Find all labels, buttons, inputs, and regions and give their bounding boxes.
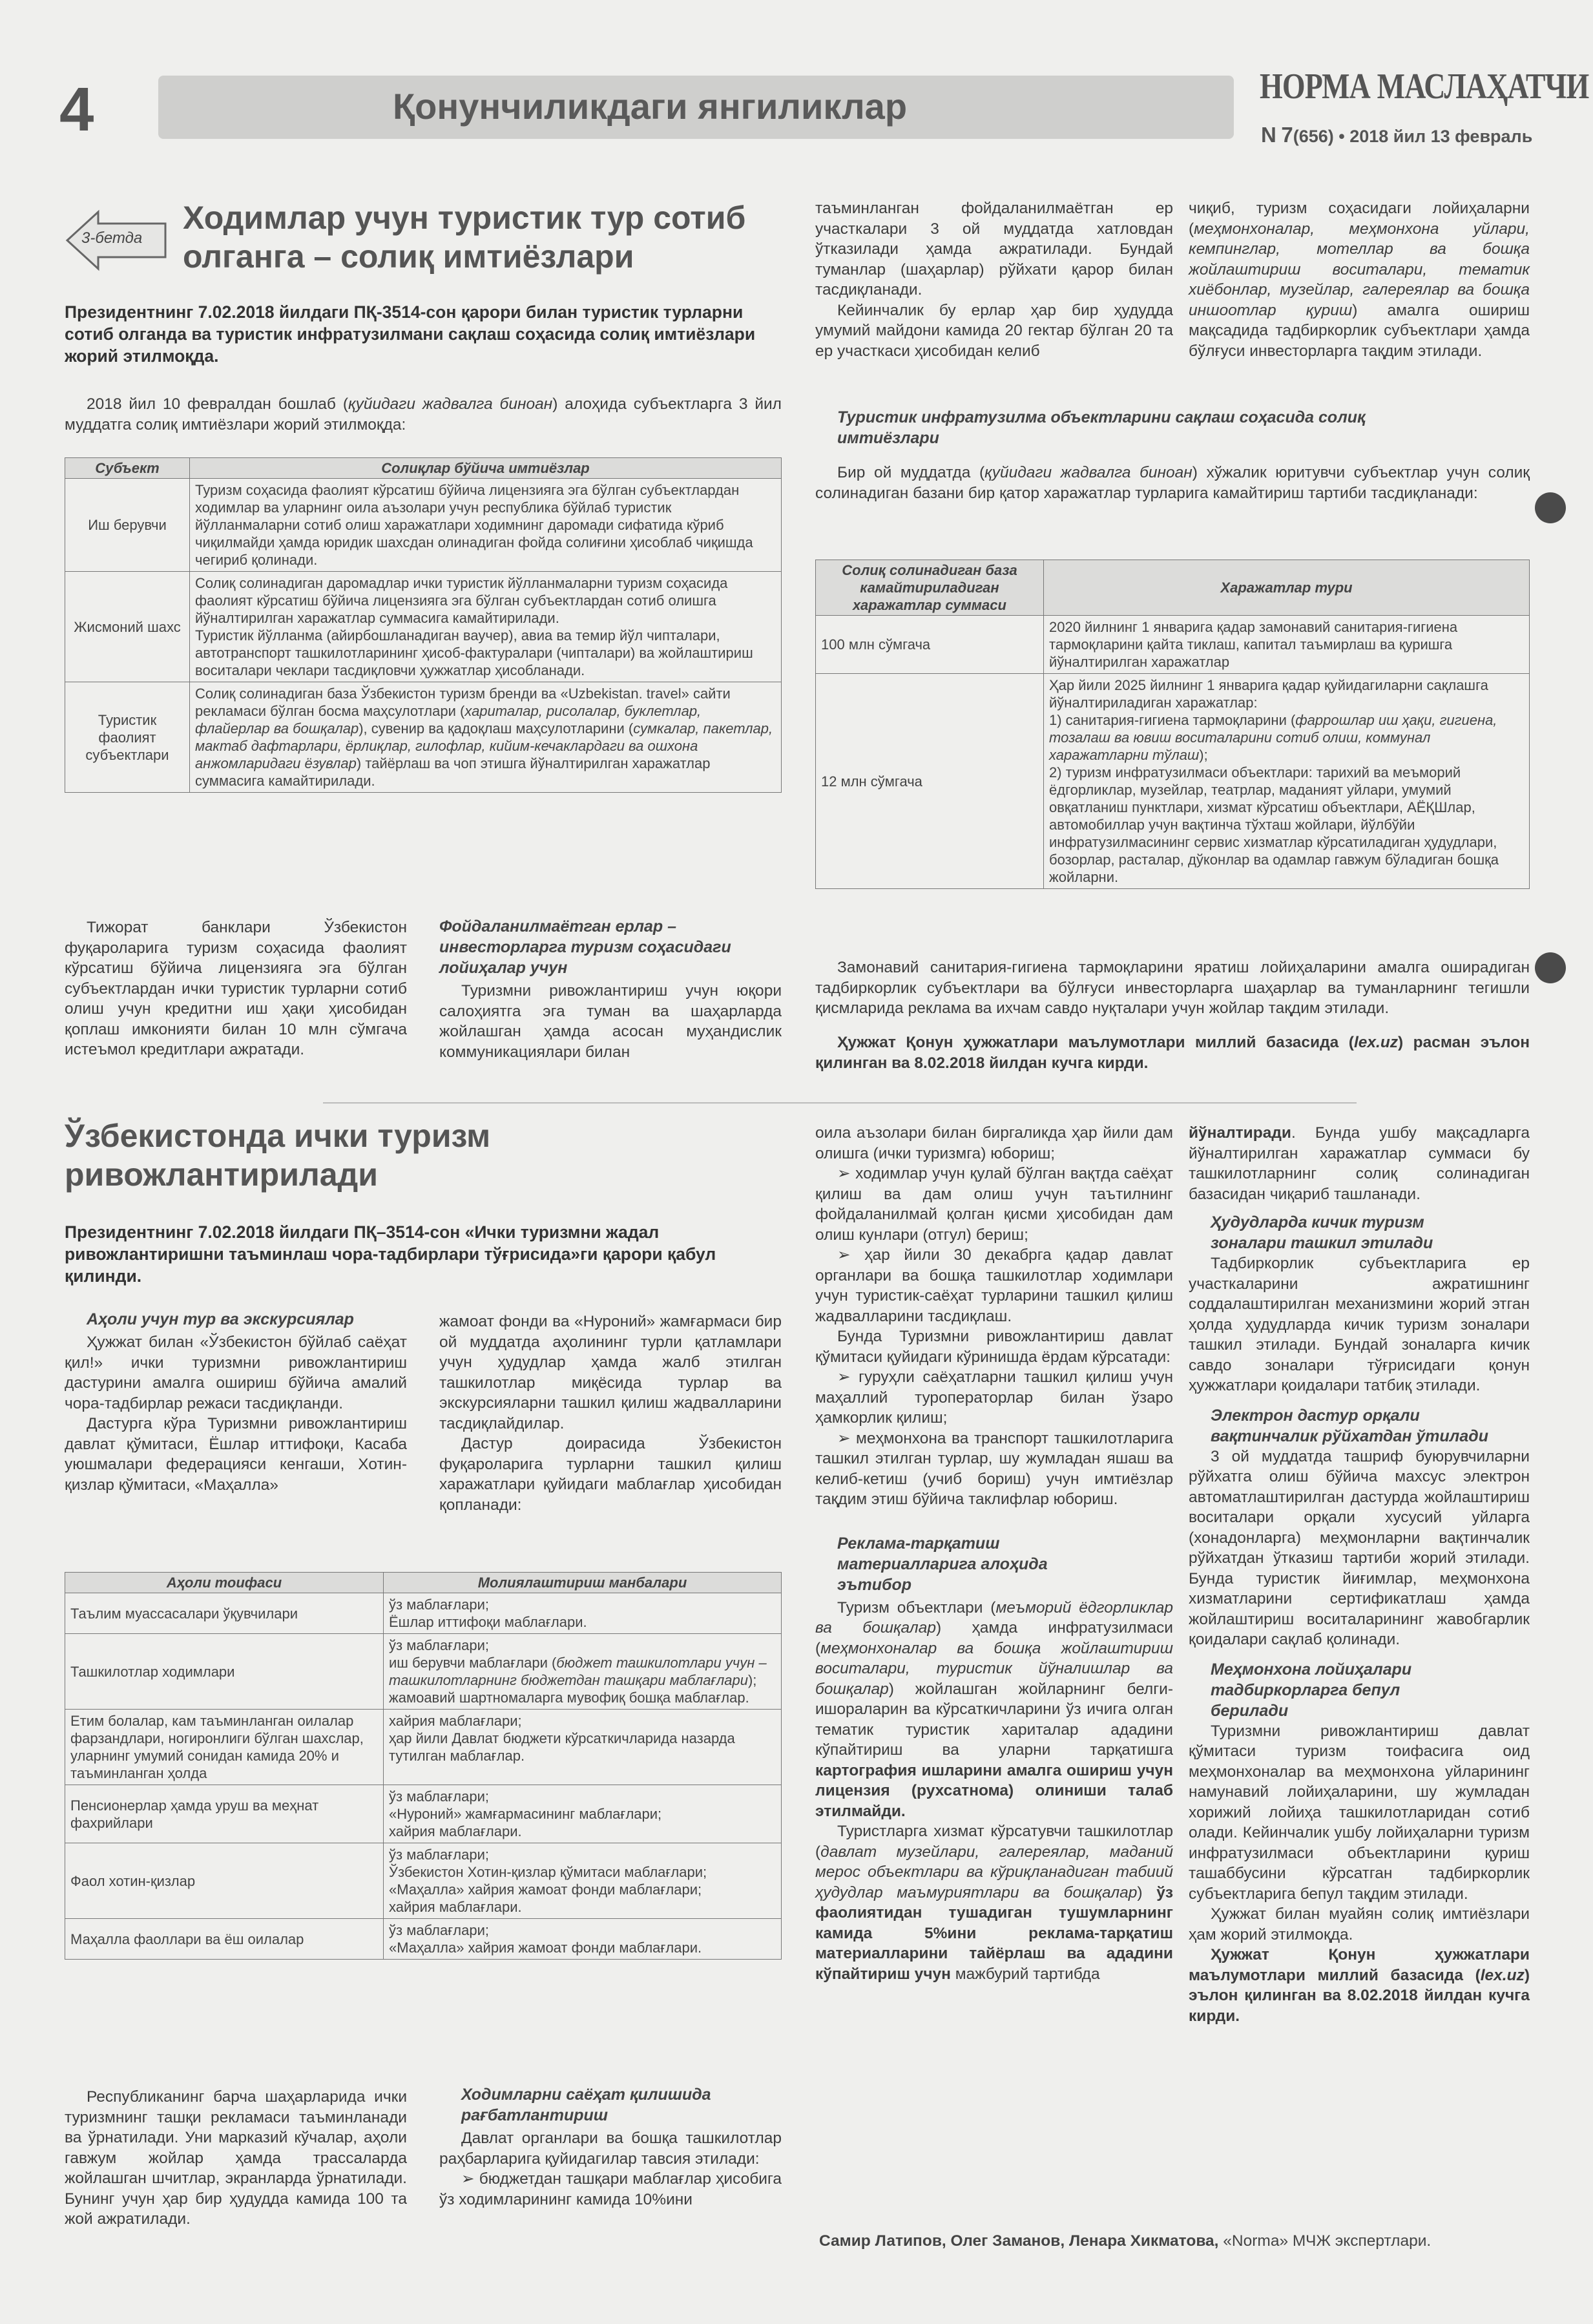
- infra-section: [815, 401, 1530, 503]
- para-edoc: 3 ой муддатда ташриф буюрувчиларни рўйхатга олиш бўйича махсус электрон автоматлаштирилган дастурда жойлаштириш воситалари орқали хусусий уйларга (хонадонларга) меҳмонларни вақтинчалик рўйхатдан ўтказиш тартиби жорий этилади. Бунда туристик йиғимлар, меҳмонхона хизматларини сертификатлаш ҳамда жойлаштириш воситаларининг жавобгарлик қоидалари сақлаб қолинади.: [1189, 1447, 1530, 1648]
- para-tour2: Дастурга кўра Туризмни ривожлантириш давлат қўмитаси, Ёшлар иттифоқи, Касаба уюшмалари федерацияси кенгаши, Хотин-қизлар қўмитаси, «Маҳалла»: [65, 1415, 407, 1494]
- bullet-4: ➢ гуруҳли саёҳатларни ташкил қилиш учун маҳаллий туроператорлар билан ўзаро ҳамкорлик қилиш;: [815, 1368, 1173, 1427]
- article-divider: [323, 1102, 1357, 1104]
- bullet-1: ➢ бюджетдан ташқари маблағлар ҳисобига ўз ходимларининг камида 10%ини: [439, 2170, 782, 2208]
- para-ad: Туризм объектлари (меъморий ёдгорликлар ва бошқалар) ҳамда инфратузилмаси (меҳмонхоналар ва бошқа жойлаштириш воситалари, туристик йўналишлар ва бошқалар) жойлашган жойларнинг белги-ишораларин ва кўрсаткичларини ўз ичига олган тематик туристик хариталар ададини кўпайтириш ва уларни тарқатишга картография ишларини амалга ошириш учун лицензия (рухсатнома) олиниши талаб этилмайди.: [815, 1598, 1174, 1820]
- page-number: 4: [59, 75, 94, 144]
- subject-tourism: Туристик фаолият субъектлари: [65, 682, 190, 793]
- funding-table: Аҳоли тоифаси Молиялаштириш манбалари Таълим муассасалари ўқувчилари ўз маблағлари; Ёшлар иттифоқи маблағлари. Ташкилотлар ходимлари ўз маблағлари; иш берувчи маблағлари (бюджет ташкилотлари учун – ташкилотларнинг бюджетдан ташқари маблағлари); жамоавий шартномаларга мувофиқ бошқа маблағлар. Етим болалар, кам таъминланган оилалар фарзандлари, ногиронлиги бўлган шахслар, уларнинг умумий сонидан камида 20% и таъминланган ҳолда хайрия маблағлари; ҳар йили Давлат бюджети кўрсаткичларида назарда тутилган маблағлар. Пенсионерлар ҳамда уруш ва меҳнат фахрийлари ўз маблағлари; «Нуроний» жамғармасининг маблағлари; хайрия маблағлари. Фаол хотин-қизлар ўз маблағлари; Ўзбекистон Хотин-қизлар қўмитаси маблағлари; «Маҳалла» хайрия жамоат фонди маблағлари; хайрия маблағлари. Маҳалла фаоллари ва ёш оилалар ўз маблағлари; «Маҳалла» хайрия жамоат фонди маблағлари.: [65, 1572, 782, 1960]
- bullet-2: ➢ ходимлар учун қулай бўлган вақтда саёҳат қилиш ва дам олиш учун таътилнинг фойдаланилмай қолган қисми ҳисобидан дам олиш кунлари (отгул) бериш;: [815, 1165, 1173, 1244]
- article1-col3: [815, 198, 1173, 361]
- para-hotel2: Ҳужжат билан муайян солиқ имтиёзлари ҳам жорий этилмоқда.: [1189, 1905, 1530, 1943]
- article1-intro: 2018 йил 10 февралдан бошлаб (қуйидаги жадвалга биноан) алоҳида субъектларга 3 йил муддатга солиқ имтиёзлари жорий этилмоқда:: [65, 395, 782, 434]
- section-title: Қонунчиликдаги янгиликлар: [393, 86, 908, 127]
- article1-title: Ходимлар учун туристик тур сотиб олганга – солиқ имтиёзлари: [183, 200, 746, 275]
- subject-employer: Иш берувчи: [65, 479, 190, 572]
- punch-hole-bottom: [1535, 952, 1566, 983]
- para-ad3: йўналтиради. Бунда ушбу мақсадларга йўналтирилган харажатлар суммаси бу ташкилотларнинг солиқ солинадиган базасидан чиқариб ташланади.: [1189, 1124, 1530, 1203]
- benefits-table: Субъект Солиқлар бўйича имтиёзлар Иш берувчи Туризм соҳасида фаолият кўрсатиш бўйича лицензияга эга бўлган субъектлардан ходимлар ва уларнинг оила аъзолари учун республика бўйлаб туристик йўлланмаларни сотиб олиш харажатлари ходимнинг даромади сифатида кўриб чиқилмайди ҳамда юридик шахсдан олинадиган фойда солиғини ҳисоблаб чиқишда чегириб қолинади. Жисмоний шахс Солиқ солинадиган даромадлар ички туристик йўлланмаларни туризм соҳасида фаолият кўрсатиш бўйича лицензияга эга бўлган субъектлардан сотиб олишга йўналтирилган харажатлар суммасига камайтирилади. Туристик йўлланма (айирбошланадиган ваучер), авиа ва темир йўл чипталари, автотранспорт ташкилотларининг ҳисоб-фактуралари (чипталари) ва жойлаштириш воситалари чеклари тасдиқловчи ҳужжатлар ҳисобланади. Туристик фаолият субъектлари Солиқ солинадиган база Ўзбекистон туризм бренди ва «Uzbekistan. travel» сайти рекламаси бўлган босма маҳсулотлари (хариталар, рисолалар, буклетлар, флайерлар ва бошқалар), сувенир ва қадоқлаш маҳсулотларини (сумкалар, пакетлар, мактаб дафтарлари, ёрлиқлар, гилофлар, кийим-кечаклардаги ва ошхона анжомларидаги ёзувлар) тайёрлаш ва чоп этишга йўналтирилган харажатлар суммасига камайтирилади.: [65, 457, 782, 793]
- authors: Самир Латипов, Олег Заманов, Ленара Хикматова, «Norma» МЧЖ экспертлари.: [819, 2232, 1432, 2250]
- arrow-reference: [65, 208, 168, 273]
- para-ad2: Туристларга хизмат кўрсатувчи ташкилотлар (давлат музейлари, галереялар, маданий мерос объектлари ва кўриқланадиган табиий ҳудудлар маъмуриятлари ва бошқалар) ўз фаолиятидан тушадиган тушумларнинг камида 5%ини реклама-тарқатиш материалларини тайёрлаш ва ададини кўпайтириш учун мажбурий тартибда: [815, 1823, 1173, 1983]
- article2-final: Ҳужжат Қонун ҳужжатлари маълумотлари миллий базасида (lex.uz) эълон қилинган ва 8.02.2018 йилдан кучга кирди.: [1189, 1946, 1530, 2025]
- benefit-tourism: Солиқ солинадиган база Ўзбекистон туризм бренди ва «Uzbekistan. travel» сайти рекламаси бўлган босма маҳсулотлари (хариталар, рисолалар, буклетлар, флайерлар ва бошқалар), сувенир ва қадоқлаш маҳсулотларини (сумкалар, пакетлар, мактаб дафтарлари, ёрлиқлар, гилофлар, кийим-кечаклардаги ва ошхона анжомларидаги ёзувлар) тайёрлаш ва чоп этишга йўналтирилган харажатлар суммасига камайтирилади.: [190, 682, 782, 793]
- para-infra: Бир ой муддатда (қуйидаги жадвалга биноан) хўжалик юритувчи субъектлар учун солиқ солинадиган базани бир қатор харажатлар турларига камайтириш тартиби тасдиқланади:: [815, 464, 1530, 502]
- para-tour3: жамоат фонди ва «Нуроний» жамғармаси бир ой муддатда аҳолининг турли қатламлари учун ҳудудлар ҳамда жалб этилган ташкилотлар миқёсида турлар ва экскурсияларни ташкил қилиш жадвалларини тасдиқлайдилар.: [439, 1313, 782, 1432]
- benefit-individual: Солиқ солинадиган даромадлар ички туристик йўлланмаларни туризм соҳасида фаолият кўрсатиш бўйича лицензияга эга бўлган субъектлардан сотиб олишга йўналтирилган харажатлар суммасига камайтирилади. Туристик йўлланма (айирбошланадиган ваучер), авиа ва темир йўл чипталари, автотранспорт ташкилотларининг ҳисоб-фактуралари (чипталари) ва жойлаштириш воситалари чеклари тасдиқловчи ҳужжатлар ҳисобланади.: [190, 572, 782, 682]
- issue-date: (656) • 2018 йил 13 февраль: [1293, 127, 1533, 146]
- para-staff2: оила аъзолари билан биргаликда ҳар йили дам олишга (ички туризмга) юбориш;: [815, 1124, 1173, 1162]
- article1-lead: Президентнинг 7.02.2018 йилдаги ПҚ-3514-сон қарори билан туристик турларни сотиб олганда ва туристик инфратузилмани сақлаш соҳасида солиқ имтиёзлари жорий этилмоқда.: [65, 302, 756, 366]
- subject-individual: Жисмоний шахс: [65, 572, 190, 682]
- article1-col4: [1189, 198, 1530, 361]
- article2-col1: [65, 1309, 407, 1495]
- arrow-label: 3-бетда: [81, 229, 143, 247]
- article2-lead: Президентнинг 7.02.2018 йилдаги ПҚ–3514-сон «Ички туризмни жадал ривожлантиришни таъминлаш чора-тадбирлари тўғрисида»ги қарори қабул қилинди.: [65, 1222, 716, 1286]
- bullet-5: ➢ меҳмонхона ва транспорт ташкилотларига ташкил этилган турлар, шу жумладан яшаш ва келиб-кетиш (учиб бориш) учун имтиёзлар тақдим этиш бўйича таклифлар юбориш.: [815, 1429, 1173, 1508]
- sub-tour: Аҳоли учун тур ва экскурсиялар: [87, 1310, 354, 1328]
- article1-final: Ҳужжат Қонун ҳужжатлари маълумотлари миллий базасида (lex.uz) расман эълон қилинган ва 8.02.2018 йилдан кучга кирди.: [815, 1034, 1530, 1072]
- para-land2: таъминланган фойдаланилмаётган ер участкалари 3 ой муддатда хатловдан ўтказилади ҳамда ажратилади. Бундай туманлар (шаҳарлар) рўйхати қарор билан тасдиқланади.: [815, 200, 1173, 298]
- bullet-3: ➢ ҳар йили 30 декабрга қадар давлат органлари ва бошқа ташкилотлар ходимлари учун туристик-саёҳат турларини ташкил қилиш жадвалларини тасдиқлаш.: [815, 1246, 1173, 1325]
- amount-12: 12 млн сўмгача: [816, 674, 1044, 889]
- article2-col2: [439, 1312, 782, 1515]
- issue-n: N: [1261, 123, 1276, 147]
- para-staff3: Бунда Туризмни ривожлантириш давлат қўмитаси қуйидаги кўринишда ёрдам кўрсатади:: [815, 1328, 1173, 1366]
- para-sanitary: Замонавий санитария-гигиена тармоқларини яратиш лойиҳаларини амалга оширадиган тадбиркорлик субъектлари ва бўлғуси инвесторларга шаҳарлар ва туманларнинг тегишли қисмларида реклама ва ихчам савдо нуқталари учун жойлар тақдим этилади.: [815, 959, 1530, 1017]
- para-tour1: Ҳужжат билан «Ўзбекистон бўйлаб саёҳат қил!» ички туризмни ривожлантириш дастурини амалга ошириш бўйича амалий чора-тадбирлар режаси тасдиқланди.: [65, 1334, 407, 1412]
- para-promo: Республиканинг барча шаҳарларида ички туризмнинг ташқи рекламаси таъминланади ва ўрнатилади. Уни марказий кўчалар, аҳоли гавжум жойлар ҳамда трассаларда жойлашган шчитлар, экранларда ўрнатилади. Бунинг учун ҳар бир ҳудудда камида 100 та жой ажратилади.: [65, 2088, 407, 2228]
- sub-infra: Туристик инфратузилма объектларини сақлаш соҳасида солиқ имтиёзлари: [837, 408, 1366, 447]
- issue-info: [1261, 123, 1532, 147]
- sub-hotel: Меҳмонхона лойиҳалари тадбиркорларга бепул берилади: [1211, 1660, 1412, 1720]
- para-banks: Тижорат банклари Ўзбекистон фуқароларига туризм соҳасида фаолият кўрсатиш бўйича лицензияга эга бўлган субъектлардан ички туристик турларни сотиб олиш учун кредитни иш ҳақи ҳисобидан қоплаш имконияти билан 10 млн сўмгача истеъмол кредитлари ажратади.: [65, 919, 407, 1058]
- article2-col3: [815, 1123, 1173, 1984]
- staff-section: [439, 2084, 782, 2210]
- issue-number: 7: [1281, 123, 1293, 147]
- amount-100: 100 млн сўмгача: [816, 616, 1044, 674]
- sub-edoc: Электрон дастур орқали вақтинчалик рўйхатдан ўтилади: [1211, 1406, 1488, 1445]
- article2-col4: [1189, 1123, 1530, 2026]
- para-hotel: Туризмни ривожлантириш давлат қўмитаси туризм тоифасига оид меҳмонхоналар ва меҳмонхона уйларининг намунавий лойиҳаларини, шу жумладан хорижий лойиҳа ташкилотларидан сотиб олади. Кейинчалик ушбу лойиҳаларни туризм инфратузилмаси объектларини қуриш ташаббусини кўрсатган тадбиркорлик субъектларига бепул тақдим этилади.: [1189, 1722, 1530, 1903]
- benefit-employer: Туризм соҳасида фаолият кўрсатиш бўйича лицензияга эга бўлган субъектлардан ходимлар ва уларнинг оила аъзолари учун республика бўйлаб туристик йўлланмаларни сотиб олиш харажатлари ходимнинг даромади сифатида кўриб чиқилмайди ҳамда юридик шахсдан олинадиган фойда солиғини ҳисоблаб чиқишда чегириб қолинади.: [190, 479, 782, 572]
- para-staff1: Давлат органлари ва бошқа ташкилотлар раҳбарларига қуйидагилар тавсия этилади:: [439, 2130, 782, 2168]
- para-land4: чиқиб, туризм соҳасидаги лойиҳаларни (меҳмонхоналар, меҳмонхона уйлари, кемпинглар, мотеллар ва бошқа жойлаштириш воситалари, тематик хиёбонлар, музейлар, галереялар ва бошқа иншоотлар қуриш) амалга ошириш мақсадида тадбиркорлик субъектлари ҳамда бўлғуси инвесторларга тақдим этилади.: [1189, 200, 1530, 360]
- land-column: [439, 916, 782, 1062]
- punch-hole-top: [1535, 492, 1566, 523]
- para-tour4: Дастур доирасида Ўзбекистон фуқароларига турларни ташкил қилиш харажатлари қуйидаги маблағлар ҳисобидан қопланади:: [439, 1435, 782, 1514]
- sub-staff: Ходимларни саёҳат қилишида рағбатлантириш: [461, 2086, 711, 2124]
- sub-zones: Ҳудудларда кичик туризм зоналари ташкил этилади: [1211, 1213, 1433, 1252]
- para-land3: Кейинчалик бу ерлар ҳар бир ҳудудда умумий майдони камида 20 гектар бўлган 20 та ер участкаси ҳисобидан келиб: [815, 301, 1173, 360]
- brand-logo: НОРМА МАСЛАҲАТЧИ: [1260, 67, 1589, 107]
- para-zones: Тадбиркорлик субъектларига ер участкаларини ажратишнинг соддалаштирилган механизмини жорий этган ҳолда ҳудудларда кичик туризм зоналари ташкил этилади. Бундай зоналарга кичик савдо зоналари тўғрисидаги қонун ҳужжатлари қоидалари татбиқ этилади.: [1189, 1255, 1530, 1394]
- expenses-table: Солиқ солинадиган база камайтириладиган харажатлар суммаси Харажатлар тури 100 млн сўмгача 2020 йилнинг 1 январига қадар замонавий санитария-гигиена тармоқларини қайта тиклаш, капитал таъмирлаш ва қуришга йўналтирилган харажатлар 12 млн сўмгача Ҳар йили 2025 йилнинг 1 январига қадар қуйидагиларни сақлашга йўналтириладиган харажатлар: 1) санитария-гигиена тармоқларини (фаррошлар иш ҳақи, гигиена, тозалаш ва ювиш воситаларини сотиб олиш, коммунал харажатларни тўлаш); 2) туризм инфратузилмаси объектлари: тарихий ва меъморий ёдгорликлар, музейлар, театрлар, маданият уйлари, умумий овқатланиш пунктлари, хизмат кўрсатиш объектлари, АЁҚШлар, автомобиллар учун вақтинча тўхташ жойлари, йўлбўйи инфратузилмасининг сервис хизматлар кўрсатиладиган ҳудудлари, бозорлар, растaлар, дўконлар ва одамлар гавжум бўладиган бошқа жойларни.: [815, 560, 1530, 889]
- sub-ad: Реклама-тарқатиш материалларига алоҳида эътибор: [837, 1534, 1048, 1594]
- sub-land: Фойдаланилмаётган ерлар – инвесторларга туризм соҳасидаги лойиҳалар учун: [439, 917, 731, 977]
- expense-maintenance: Ҳар йили 2025 йилнинг 1 январига қадар қуйидагиларни сақлашга йўналтириладиган харажатлар: 1) санитария-гигиена тармоқларини (фаррошлар иш ҳақи, гигиена, тозалаш ва ювиш воситаларини сотиб олиш, коммунал харажатларни тўлаш); 2) туризм инфратузилмаси объектлари: тарихий ва меъморий ёдгорликлар, музейлар, театрлар, маданият уйлари, умумий овқатланиш пунктлари, хизмат кўрсатиш объектлари, АЁҚШлар, автомобиллар учун вақтинча тўхташ жойлари, йўлбўйи инфратузилмасининг сервис хизматлар кўрсатиладиган ҳудудлари, бозорлар, растaлар, дўконлар ва одамлар гавжум бўладиган бошқа жойларни.: [1044, 674, 1530, 889]
- article2-title: Ўзбекистонда ички туризм ривожлантирилади: [65, 1118, 491, 1193]
- para-land1: Туризмни ривожлантириш учун юқори салоҳиятга эга туман ва шаҳарларда жойлашган ҳамда асосан муҳандислик коммуникациялари билан: [439, 982, 782, 1061]
- expense-sanitary: 2020 йилнинг 1 январига қадар замонавий санитария-гигиена тармоқларини қайта тиклаш, капитал таъмирлаш ва қуришга йўналтирилган харажатлар: [1044, 616, 1530, 674]
